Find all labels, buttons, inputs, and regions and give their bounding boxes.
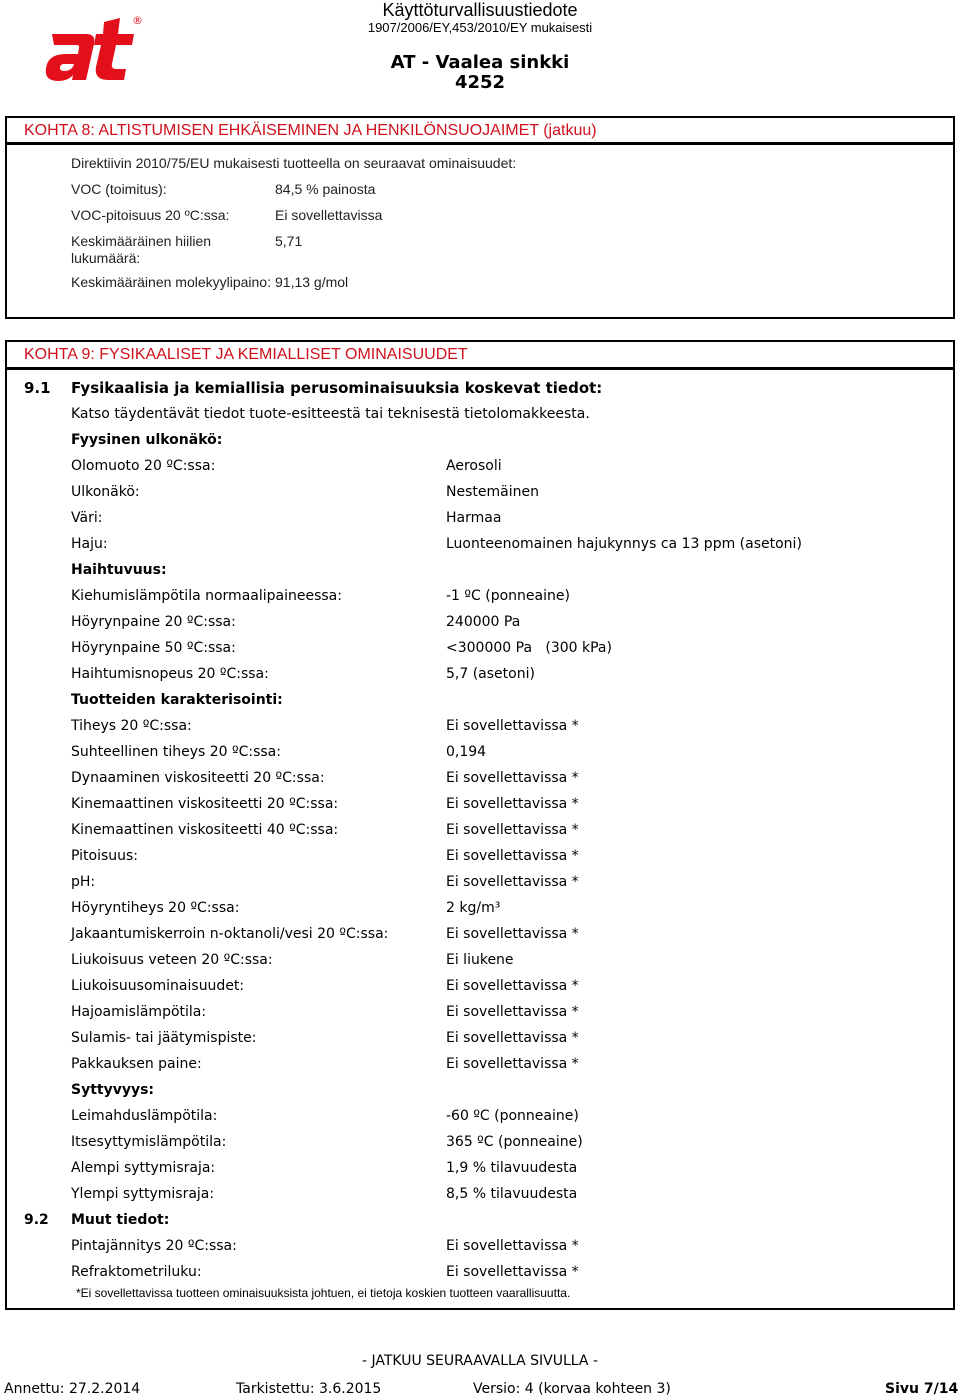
property-value: Ei sovellettavissa *	[446, 1264, 579, 1280]
subsection-9-2-title: Muut tiedot:	[71, 1212, 170, 1228]
property-label: Kinemaattinen viskositeetti 40 ºC:ssa:	[71, 822, 339, 838]
section-8-intro: Direktiivin 2010/75/EU mukaisesti tuotteella on seuraavat ominaisuudet:	[71, 155, 517, 171]
molecular-weight-value: 91,13 g/mol	[275, 274, 349, 290]
property-label: Ulkonäkö:	[71, 484, 140, 500]
footnote: *Ei sovellettavissa tuotteen ominaisuuksista johtuen, ei tietoja koskien tuotteen vaarallisuutta.	[76, 1286, 571, 1300]
property-value: Ei sovellettavissa *	[446, 848, 579, 864]
property-value: Ei sovellettavissa *	[446, 1030, 579, 1046]
revised-date: Tarkistettu: 3.6.2015	[236, 1381, 382, 1397]
document-title: Käyttöturvallisuustiedote	[382, 0, 578, 20]
property-label: Väri:	[71, 510, 103, 526]
property-label: Alempi syttymisraja:	[71, 1160, 216, 1176]
property-label: Pitoisuus:	[71, 848, 139, 864]
property-value: Ei sovellettavissa *	[446, 1056, 579, 1072]
property-label: Kiehumislämpötila normaalipaineessa:	[71, 588, 342, 604]
property-value: Harmaa	[446, 510, 502, 526]
property-value: 1,9 % tilavuudesta	[446, 1160, 578, 1176]
property-value: Ei sovellettavissa *	[446, 978, 579, 994]
property-label: Sulamis- tai jäätymispiste:	[71, 1030, 257, 1046]
subsection-9-2-number: 9.2	[24, 1212, 49, 1228]
carbon-number-label: Keskimääräinen hiilien	[71, 233, 212, 249]
voc-label: VOC (toimitus):	[71, 181, 167, 197]
subsection-9-1-note: Katso täydentävät tiedot tuote-esitteestä tai teknisestä tietolomakkeesta.	[71, 406, 590, 422]
property-label: Höyryntiheys 20 ºC:ssa:	[71, 900, 240, 916]
registered-mark: ®	[132, 14, 143, 27]
property-value: 240000 Pa	[446, 614, 521, 630]
at-logo-icon	[38, 12, 148, 88]
continued-notice: - JATKUU SEURAAVALLA SIVULLA -	[361, 1353, 598, 1369]
property-label: Haihtumisnopeus 20 ºC:ssa:	[71, 666, 269, 682]
property-value: Aerosoli	[446, 458, 502, 474]
property-label: Haju:	[71, 536, 108, 552]
property-value: Ei sovellettavissa *	[446, 718, 579, 734]
group-heading-appearance: Fyysinen ulkonäkö:	[71, 432, 223, 448]
voc-content-label: VOC-pitoisuus 20 ºC:ssa:	[71, 207, 230, 223]
property-label: Refraktometriluku:	[71, 1264, 202, 1280]
voc-value: 84,5 % painosta	[275, 181, 376, 197]
property-label: Liukoisuusominaisuudet:	[71, 978, 245, 994]
group-heading-characterisation: Tuotteiden karakterisointi:	[71, 692, 283, 708]
property-label: Suhteellinen tiheys 20 ºC:ssa:	[71, 744, 281, 760]
property-label: Pintajännitys 20 ºC:ssa:	[71, 1238, 237, 1254]
voc-content-value: Ei sovellettavissa	[275, 207, 383, 223]
property-value: -60 ºC (ponneaine)	[446, 1108, 579, 1124]
property-label: Jakaantumiskerroin n-oktanoli/vesi 20 ºC:ssa:	[71, 926, 389, 942]
property-value: Ei sovellettavissa *	[446, 874, 579, 890]
group-heading-volatility: Haihtuvuus:	[71, 562, 167, 578]
section-9-heading	[5, 340, 955, 369]
property-label: Höyrynpaine 50 ºC:ssa:	[71, 640, 236, 656]
molecular-weight-label: Keskimääräinen molekyylipaino:	[71, 274, 271, 290]
property-label: Leimahduslämpötila:	[71, 1108, 218, 1124]
subsection-9-1-number: 9.1	[24, 379, 51, 397]
property-value: Ei liukene	[446, 952, 514, 968]
property-label: Pakkauksen paine:	[71, 1056, 202, 1072]
group-heading-flammability: Syttyvyys:	[71, 1082, 155, 1098]
property-value: Ei sovellettavissa *	[446, 1004, 579, 1020]
property-value: -1 ºC (ponneaine)	[446, 588, 570, 604]
property-value: Nestemäinen	[446, 484, 539, 500]
property-label: Liukoisuus veteen 20 ºC:ssa:	[71, 952, 273, 968]
section-9-title: KOHTA 9: FYSIKAALISET JA KEMIALLISET OMINAISUUDET	[24, 346, 468, 363]
property-value: 365 ºC (ponneaine)	[446, 1134, 583, 1150]
version-info: Versio: 4 (korvaa kohteen 3)	[473, 1381, 671, 1397]
property-value: Ei sovellettavissa *	[446, 926, 579, 942]
property-value: 2 kg/m³	[446, 900, 501, 916]
property-label: Hajoamislämpötila:	[71, 1004, 207, 1020]
issued-date: Annettu: 27.2.2014	[4, 1381, 141, 1397]
regulation-reference: 1907/2006/EY,453/2010/EY mukaisesti	[367, 20, 593, 35]
property-label: Itsesyttymislämpötila:	[71, 1134, 227, 1150]
property-value: <300000 Pa (300 kPa)	[446, 640, 612, 656]
product-name: AT - Vaalea sinkki	[390, 52, 570, 73]
property-label: Tiheys 20 ºC:ssa:	[71, 718, 192, 734]
page-number: Sivu 7/14	[885, 1381, 959, 1397]
property-value: Ei sovellettavissa *	[446, 822, 579, 838]
property-value: 8,5 % tilavuudesta	[446, 1186, 578, 1202]
property-value: Ei sovellettavissa *	[446, 770, 579, 786]
section-8-heading	[5, 116, 955, 144]
property-label: pH:	[71, 874, 96, 890]
property-value: Ei sovellettavissa *	[446, 796, 579, 812]
product-code: 4252	[454, 72, 506, 93]
property-value: 0,194	[446, 744, 487, 760]
property-label: Höyrynpaine 20 ºC:ssa:	[71, 614, 236, 630]
carbon-number-value: 5,71	[275, 233, 303, 249]
property-value: 5,7 (asetoni)	[446, 666, 535, 682]
property-label: Olomuoto 20 ºC:ssa:	[71, 458, 216, 474]
subsection-9-1-title: Fysikaalisia ja kemiallisia perusominaisuuksia koskevat tiedot:	[71, 379, 603, 397]
property-label: Kinemaattinen viskositeetti 20 ºC:ssa:	[71, 796, 339, 812]
carbon-number-label-2: lukumäärä:	[71, 250, 141, 266]
property-value: Luonteenomainen hajukynnys ca 13 ppm (asetoni)	[446, 536, 802, 552]
property-label: Dynaaminen viskositeetti 20 ºC:ssa:	[71, 770, 325, 786]
property-label: Ylempi syttymisraja:	[71, 1186, 215, 1202]
section-8-title: KOHTA 8: ALTISTUMISEN EHKÄISEMINEN JA HENKILÖNSUOJAIMET (jatkuu)	[24, 122, 597, 139]
property-value: Ei sovellettavissa *	[446, 1238, 579, 1254]
